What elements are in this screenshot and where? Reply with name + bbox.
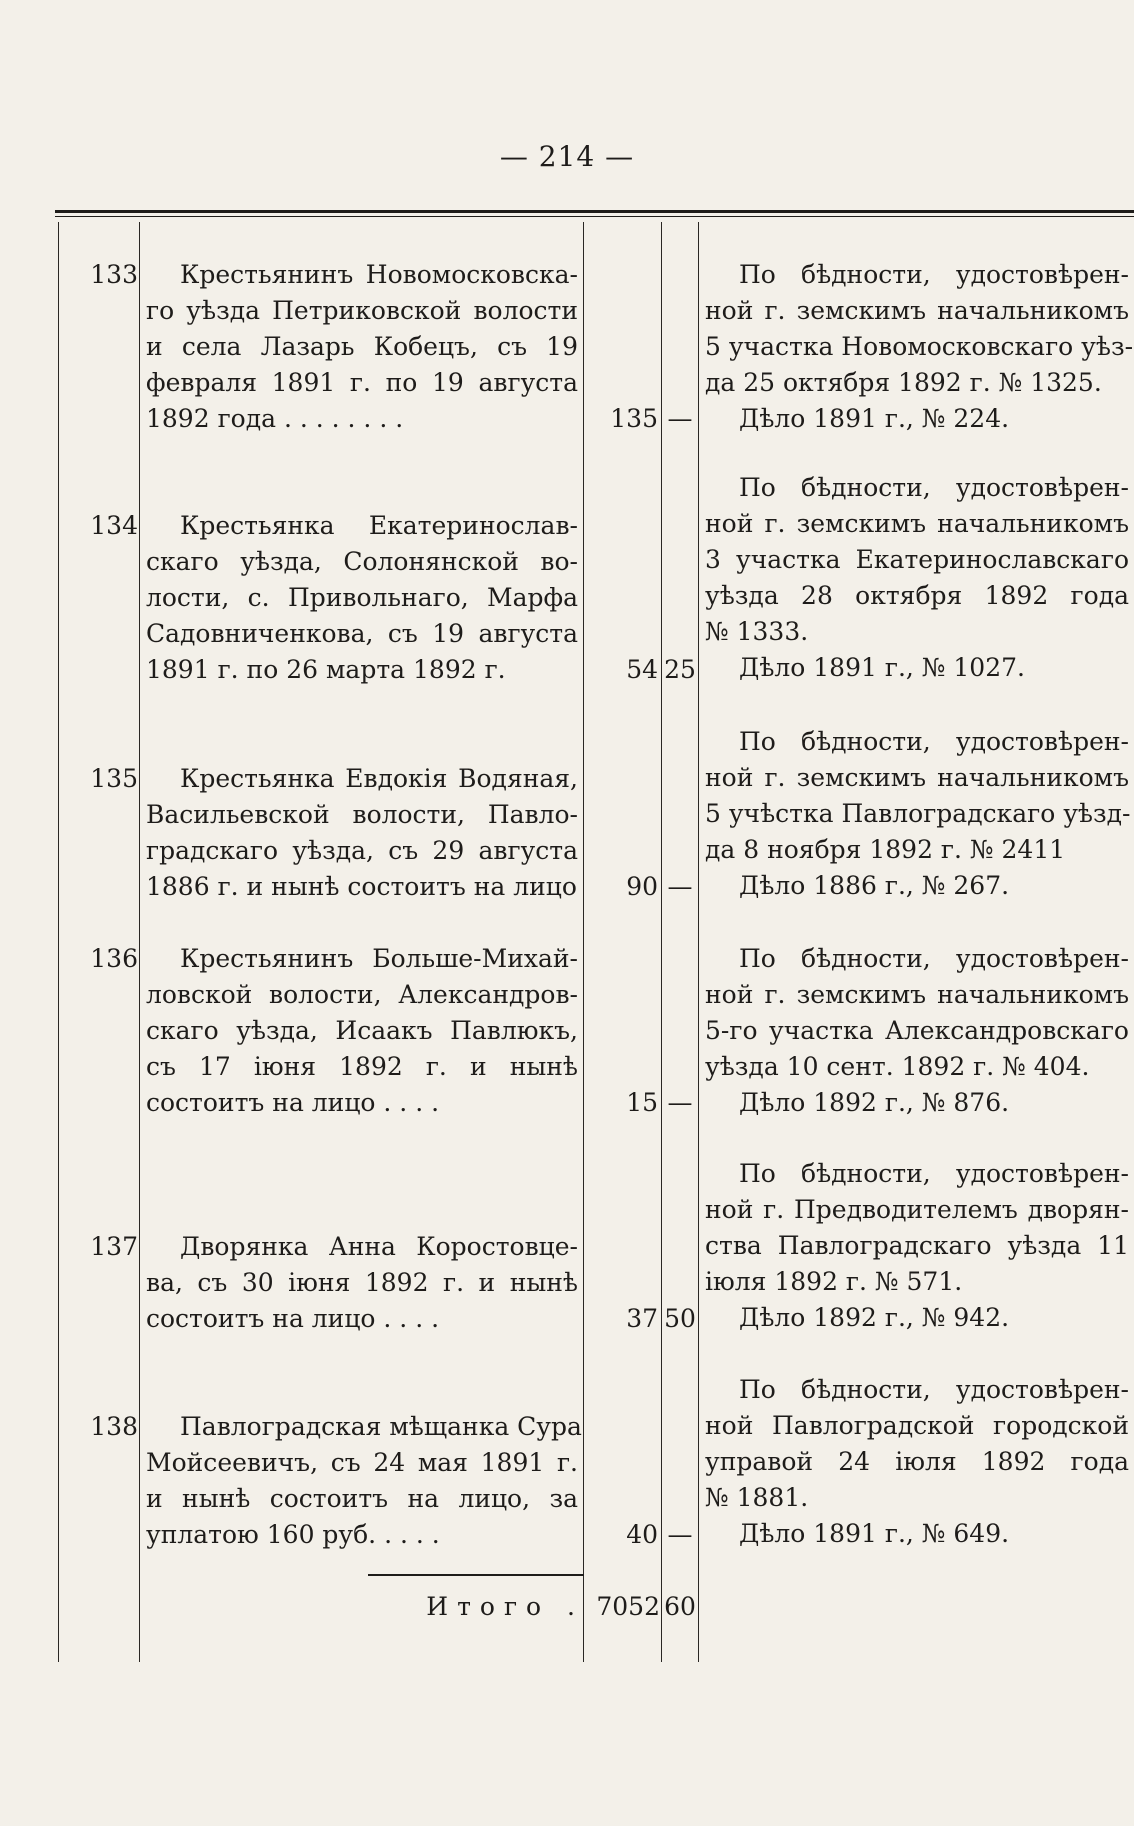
description-line: Дворянка Анна Коростовце- xyxy=(180,1232,578,1261)
case-reference: Дѣло 1886 г., № 267. xyxy=(739,871,1010,900)
description-line: и нынѣ состоитъ на лицо, за xyxy=(146,1484,578,1513)
note-line: ной г. земскимъ начальникомъ xyxy=(705,763,1129,792)
note-line: ной Павлоградской городской xyxy=(705,1411,1129,1440)
total-kopecks: 60 xyxy=(664,1592,696,1621)
note-line: По бѣдности, удостовѣрен- xyxy=(739,1159,1129,1188)
description-line: ловской волости, Александров- xyxy=(146,980,578,1009)
total-label: Итого . xyxy=(426,1592,584,1621)
entry-note xyxy=(705,724,1129,904)
description-line: Садовниченкова, съ 19 августа xyxy=(146,619,578,648)
description-line: Павлоградская мѣщанка Сура xyxy=(180,1412,582,1441)
note-line: ства Павлоградскаго уѣзда 11 xyxy=(705,1231,1129,1260)
column-divider-kopecks xyxy=(698,222,699,1662)
description-line: 1886 г. и нынѣ состоитъ на лицо xyxy=(146,872,577,901)
amount-rubles: 40 xyxy=(626,1520,658,1549)
entry-description xyxy=(146,761,578,905)
entry-number: 138 xyxy=(90,1412,138,1441)
entry-description xyxy=(146,1229,578,1337)
column-divider-left xyxy=(58,222,59,1662)
entry-note xyxy=(705,1372,1129,1552)
note-line: По бѣдности, удостовѣрен- xyxy=(739,944,1129,973)
note-line: ной г. Предводителемъ дворян- xyxy=(705,1195,1129,1224)
entry-description xyxy=(146,1409,582,1553)
note-line: 3 участка Екатеринославскаго xyxy=(705,545,1129,574)
entry-number: 137 xyxy=(90,1232,138,1261)
amount-rubles: 90 xyxy=(626,872,658,901)
case-reference: Дѣло 1891 г., № 1027. xyxy=(739,653,1025,682)
description-line: лости, с. Привольнаго, Марфа xyxy=(146,583,578,612)
note-line: 5 учѣстка Павлоградскаго уѣзд- xyxy=(705,799,1131,828)
description-line: го уѣзда Петриковской волости xyxy=(146,296,578,325)
note-line: № 1333. xyxy=(705,617,809,646)
note-line: да 8 ноября 1892 г. № 2411 xyxy=(705,835,1066,864)
note-line: уѣзда 10 сент. 1892 г. № 404. xyxy=(705,1052,1090,1081)
description-line: скаго уѣзда, Солонянской во- xyxy=(146,547,578,576)
description-line: Крестьянка Евдокія Водяная, xyxy=(180,764,578,793)
header-rule-thin xyxy=(55,216,1134,217)
note-line: управой 24 іюля 1892 года xyxy=(705,1447,1129,1476)
amount-kopecks: — xyxy=(667,1520,693,1549)
description-line: 1891 г. по 26 марта 1892 г. xyxy=(146,655,506,684)
total-rubles: 7052 xyxy=(596,1592,660,1621)
amount-rubles: 54 xyxy=(626,655,658,684)
description-line: уплатою 160 руб. . . . . xyxy=(146,1520,440,1549)
entry-description xyxy=(146,941,578,1121)
note-line: ной г. земскимъ начальникомъ xyxy=(705,509,1129,538)
note-line: уѣзда 28 октября 1892 года xyxy=(705,581,1129,610)
note-line: ной г. земскимъ начальникомъ xyxy=(705,296,1129,325)
note-line: да 25 октября 1892 г. № 1325. xyxy=(705,368,1102,397)
note-line: 5-го участка Александровскаго xyxy=(705,1016,1129,1045)
description-line: Васильевской волости, Павло- xyxy=(146,800,578,829)
description-line: съ 17 іюня 1892 г. и нынѣ xyxy=(146,1052,578,1081)
description-line: градскаго уѣзда, съ 29 августа xyxy=(146,836,578,865)
description-line: состоитъ на лицо . . . . xyxy=(146,1088,440,1117)
note-line: По бѣдности, удостовѣрен- xyxy=(739,260,1129,289)
entry-number: 133 xyxy=(90,260,138,289)
note-line: ной г. земскимъ начальникомъ xyxy=(705,980,1129,1009)
case-reference: Дѣло 1892 г., № 942. xyxy=(739,1303,1010,1332)
column-divider-rubles xyxy=(661,222,662,1662)
description-line: Крестьянинъ Новомосковска- xyxy=(180,260,578,289)
entry-note xyxy=(705,941,1129,1121)
entry-number: 135 xyxy=(90,764,138,793)
note-line: По бѣдности, удостовѣрен- xyxy=(739,1375,1129,1404)
description-line: ва, съ 30 іюня 1892 г. и нынѣ xyxy=(146,1268,578,1297)
amount-rubles: 135 xyxy=(610,404,658,433)
amount-kopecks: — xyxy=(667,404,693,433)
description-line: Крестьянка Екатеринослав- xyxy=(180,511,578,540)
description-line: и села Лазарь Кобецъ, съ 19 xyxy=(146,332,578,361)
note-line: № 1881. xyxy=(705,1483,809,1512)
entry-note xyxy=(705,470,1129,686)
entry-description xyxy=(146,508,578,688)
column-divider-description xyxy=(583,222,584,1662)
total-rule xyxy=(368,1574,584,1576)
case-reference: Дѣло 1891 г., № 649. xyxy=(739,1519,1010,1548)
note-line: По бѣдности, удостовѣрен- xyxy=(739,727,1129,756)
amount-kopecks: 50 xyxy=(664,1304,696,1333)
note-line: іюля 1892 г. № 571. xyxy=(705,1267,963,1296)
header-rule xyxy=(55,210,1134,213)
page-number: — 214 — xyxy=(499,140,635,173)
description-line: февраля 1891 г. по 19 августа xyxy=(146,368,578,397)
column-divider-number xyxy=(139,222,140,1662)
amount-rubles: 37 xyxy=(626,1304,658,1333)
entry-number: 134 xyxy=(90,511,138,540)
description-line: состоитъ на лицо . . . . xyxy=(146,1304,440,1333)
case-reference: Дѣло 1892 г., № 876. xyxy=(739,1088,1010,1117)
entry-description xyxy=(146,257,578,437)
description-line: 1892 года . . . . . . . . xyxy=(146,404,404,433)
description-line: Мойсеевичъ, съ 24 мая 1891 г. xyxy=(146,1448,578,1477)
description-line: Крестьянинъ Больше-Михай- xyxy=(180,944,578,973)
entry-note xyxy=(705,257,1134,437)
amount-rubles: 15 xyxy=(626,1088,658,1117)
amount-kopecks: — xyxy=(667,872,693,901)
entry-number: 136 xyxy=(90,944,138,973)
case-reference: Дѣло 1891 г., № 224. xyxy=(739,404,1010,433)
note-line: 5 участка Новомосковскаго уѣз- xyxy=(705,332,1134,361)
amount-kopecks: — xyxy=(667,1088,693,1117)
amount-kopecks: 25 xyxy=(664,655,696,684)
note-line: По бѣдности, удостовѣрен- xyxy=(739,473,1129,502)
description-line: скаго уѣзда, Исаакъ Павлюкъ, xyxy=(146,1016,578,1045)
entry-note xyxy=(705,1156,1129,1336)
